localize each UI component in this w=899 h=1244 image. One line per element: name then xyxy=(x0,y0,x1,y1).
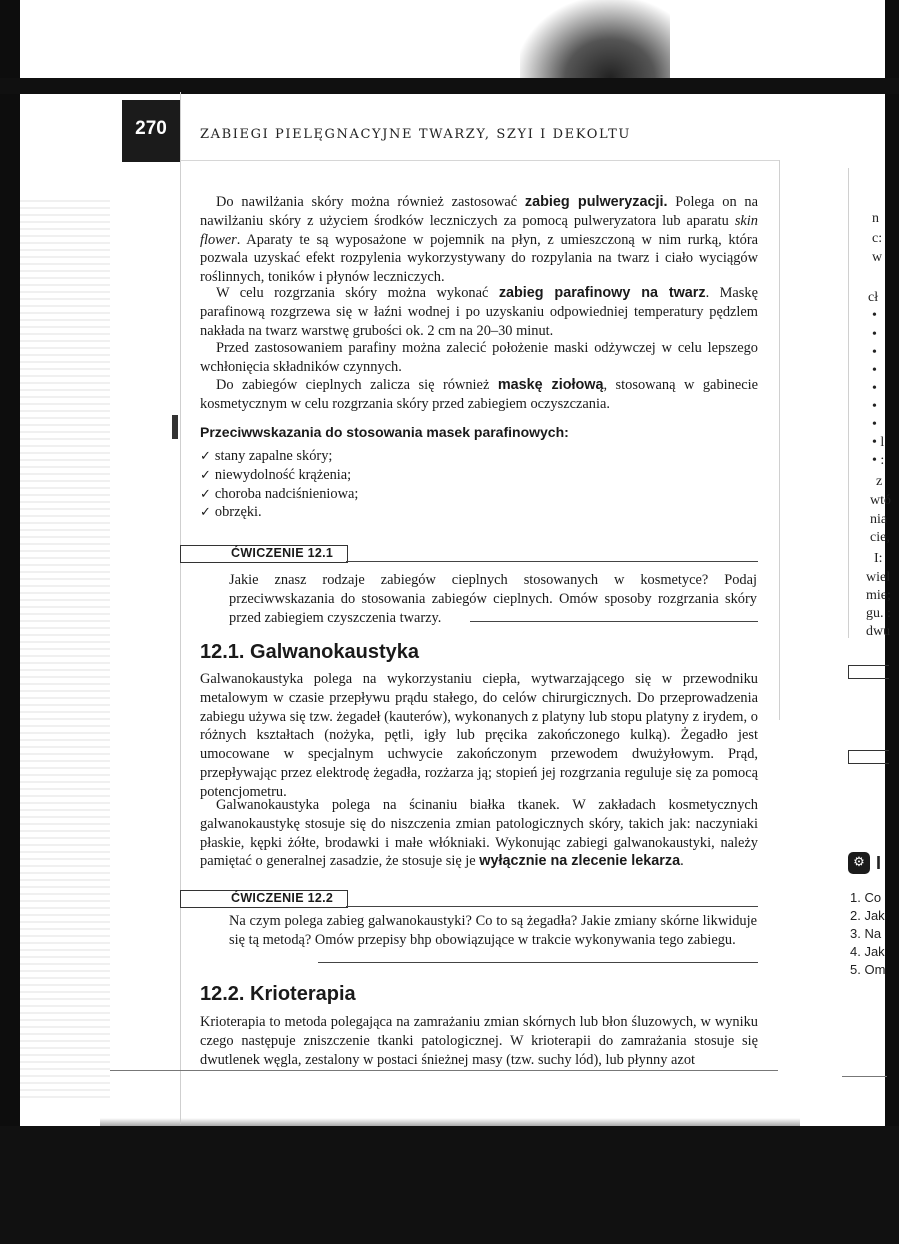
right-page-numbered-item: 3. Na xyxy=(850,926,882,941)
right-page-bullet: • xyxy=(872,417,877,432)
right-page-bottom-rule xyxy=(842,1076,887,1077)
right-page-fragment: I: xyxy=(874,551,883,566)
scan-left-grain xyxy=(20,200,110,1100)
page-bottom-rule xyxy=(110,1070,778,1071)
contraindication-item: ✓ niewydolność krążenia; xyxy=(200,467,352,483)
right-page-fragment: cie, xyxy=(870,530,890,545)
scan-top-smudge xyxy=(520,0,670,78)
right-page-exercise-box xyxy=(848,665,889,679)
exercise-1-answer-line xyxy=(470,621,758,622)
scan-left-edge xyxy=(0,0,20,1244)
running-head: ZABIEGI PIELĘGNACYJNE TWARZY, SZYI I DEKOLTU xyxy=(200,127,631,142)
right-page-numbered-item: 2. Jak xyxy=(850,908,885,923)
exercise-2-answer-line xyxy=(318,962,758,963)
right-page-exercise-box xyxy=(848,750,889,764)
scan-right-edge xyxy=(885,0,899,1244)
page-left-rule xyxy=(180,92,181,1124)
contraindication-item: ✓ stany zapalne skóry; xyxy=(200,448,333,464)
section-heading-galwanokaustyka: 12.1. Galwanokaustyka xyxy=(200,641,420,663)
page-number: 270 xyxy=(135,118,167,139)
right-page-rule xyxy=(848,168,849,638)
paragraph-galwanokaustyka-1: Galwanokaustyka polega na wykorzystaniu ciepła, wytwarzającego się w przewodniku metalowym w czasie przepływu prądu stałego, do celów chirurgicznych. Do przeprowadzenia zabiegu używa się tzw. żegadeł (kauterów), wykonanych z platyny lub stopu platyny z irydem, o różnych kształtach (nożyka, pętli, igły lub pręcika zakończonego kulką). Żegadło jest umocowane w specjalnym uchwycie zakończonym przewodem dwużyłowym. Prąd, przepływając przez elektrodę żegadła, rozżarza ją; stopień jej rozgrzania reguluje się za pomocą potencjometru. xyxy=(200,671,758,800)
paragraph-galwanokaustyka-2: Galwanokaustyka polega na ścinaniu białka tkanek. W zakładach kosmetycznych galwanokaustykę stosuje się do niszczenia zmian patologicznych skóry, takich jak: naczyniaki płaskie, kępki żółte, brodawki i małe włókniaki. Wykonując zabiegi galwanokaustyki, należy pamiętać o generalnej zasadzie, że stosuje się je wyłącznie na zlecenie lekarza. xyxy=(200,797,758,870)
exercise-1-rule xyxy=(346,561,758,562)
gear-icon: ⚙ xyxy=(848,852,870,874)
contraindication-item: ✓ obrzęki. xyxy=(200,504,262,520)
paragraph-maska-ziolowa: Do zabiegów cieplnych zalicza się również maskę ziołową, stosowaną w gabinecie kosmetycznym w celu rozgrzania skóry przed zabiegiem oczyszczania. xyxy=(200,377,758,412)
exercise-2-rule xyxy=(346,906,758,907)
margin-marker xyxy=(172,415,178,439)
contraindications-title: Przeciwwskazania do stosowania masek parafinowych: xyxy=(200,424,569,440)
right-page-fragment: wiel xyxy=(866,570,891,585)
right-page-fragment: n xyxy=(872,211,879,226)
right-page-fragment: gu. : xyxy=(866,606,891,621)
exercise-1-text: Jakie znasz rodzaje zabiegów cieplnych stosowanych w kosmetyce? Podaj przeciwwskazania do stosowania zabiegów cieplnych. Omów sposoby rozgrzania skóry przed zabiegiem czyszczenia twarzy. xyxy=(229,572,757,626)
paragraph-krioterapia: Krioterapia to metoda polegająca na zamrażaniu zmian skórnych lub błon śluzowych, w wyniku czego następuje zniszczenie tkanki patologicznej. W krioterapii do zamrażania stosuje się dwutlenek węgla, zestalony w postaci śnieżnej masy (tzw. suchy lód), lub płynny azot xyxy=(200,1014,758,1068)
header-rule xyxy=(180,160,780,161)
paragraph-pulweryzacja: Do nawilżania skóry można również zastosować zabieg pulweryzacji. Polega on na nawilżaniu skóry z użyciem środków leczniczych za pomocą pulweryzatora lub aparatu skin flower. Aparaty te są wyposażone w pojemnik na płyn, z umieszczoną w nim rurką, która pozwala uzyskać efekt rozpylenia wykorzystywany do rozpylania na twarz i ciało wyciągów roślinnych, toników i płynów leczniczych. xyxy=(200,194,759,286)
right-page-fragment: dwu xyxy=(866,624,891,639)
right-page-bullet: • : xyxy=(872,453,885,468)
scan-bottom-shadow xyxy=(0,1126,899,1244)
right-page-fragment: cł xyxy=(868,290,879,305)
paragraph-maska-odzywcza: Przed zastosowaniem parafiny można zalecić położenie maski odżywczej w celu lepszego wchłonięcia składników czynnych. xyxy=(200,340,758,375)
right-page-bullet: • xyxy=(872,399,877,414)
paragraph-parafina: W celu rozgrzania skóry można wykonać zabieg parafinowy na twarz. Maskę parafinową rozgrzewa się w łaźni wodnej i po uzyskaniu odpowiedniej temperatury pędzlem nakłada na twarz warstwę grubości ok. 2 cm na 20–30 minut. xyxy=(200,285,758,339)
right-page-numbered-item: 1. Co xyxy=(850,890,882,905)
scan-top-band xyxy=(0,78,899,94)
right-page-bullet: • xyxy=(872,345,877,360)
contraindication-item: ✓ choroba nadciśnieniowa; xyxy=(200,486,359,502)
right-page-bullet: • xyxy=(872,308,877,323)
section-heading-krioterapia: 12.2. Krioterapia xyxy=(200,983,356,1005)
right-page-fragment: w xyxy=(872,250,883,265)
exercise-2-text: Na czym polega zabieg galwanokaustyki? Co to są żegadła? Jakie zmiany skórne likwiduje się tą metodą? Omów przepisy bhp obowiązujące w trakcie wykonywania tego zabiegu. xyxy=(229,913,757,948)
right-page-bullet: • xyxy=(872,363,877,378)
right-page-fragment: mie; xyxy=(866,588,891,603)
exercise-2-label: ĆWICZENIE 12.2 xyxy=(231,891,334,905)
exercise-1-label: ĆWICZENIE 12.1 xyxy=(231,546,334,560)
right-page-numbered-item: 4. Jak xyxy=(850,944,885,959)
right-page-bullet: • l xyxy=(872,435,885,450)
right-page-heading-fragment: I xyxy=(876,853,882,873)
right-page-fragment: nia xyxy=(870,512,888,527)
right-page-fragment: wtó xyxy=(870,493,891,508)
page-right-rule xyxy=(779,160,780,720)
right-page-numbered-item: 5. Om xyxy=(850,962,886,977)
right-page-fragment: z xyxy=(876,474,883,489)
right-page-bullet: • xyxy=(872,381,877,396)
right-page-fragment: c: xyxy=(872,231,883,246)
right-page-bullet: • xyxy=(872,327,877,342)
